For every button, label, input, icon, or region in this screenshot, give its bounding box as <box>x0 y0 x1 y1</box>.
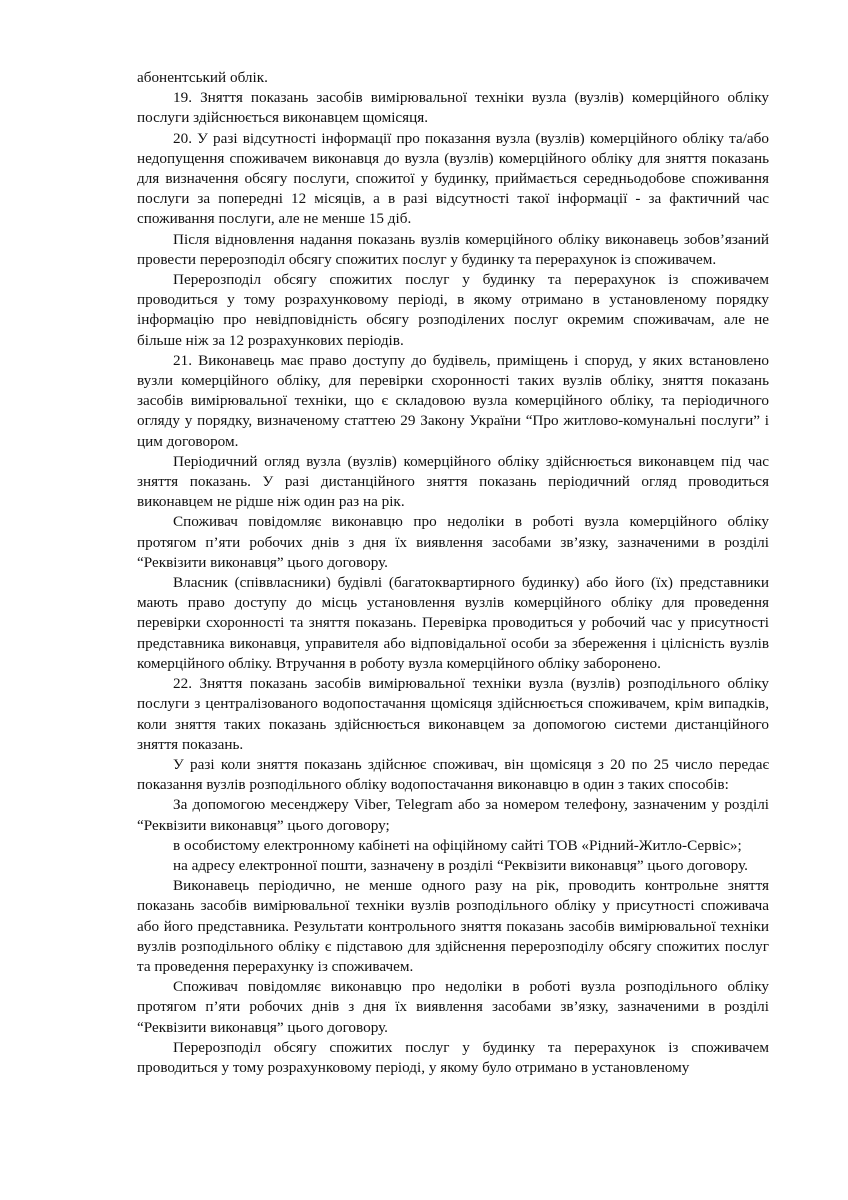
paragraph-item-22: 22. Зняття показань засобів вимірювальної техніки вузла (вузлів) розподільного обліку послуги з централізованого водопостачання щомісяця здійснюється споживачем, крім випадків, коли зняття таких показань здійснюється виконавцем за допомогою системи дистанційного зняття показань. <box>137 675 769 753</box>
paragraph-list-entry: в особистому електронному кабінеті на офіційному сайті ТОВ «Рідний-Житло-Сервіс»; <box>173 836 742 854</box>
paragraph: Споживач повідомляє виконавцю про недоліки в роботі вузла комерційного обліку протягом п’яти робочих днів з дня їх виявлення засобами зв’язку, зазначеними в розділі “Реквізити виконавця” цього договору. <box>137 513 769 571</box>
paragraph: Споживач повідомляє виконавцю про недоліки в роботі вузла розподільного обліку протягом п’яти робочих днів з дня їх виявлення засобами зв’язку, зазначеними в розділі “Реквізити виконавця” цього договору. <box>137 978 769 1036</box>
paragraph: Після відновлення надання показань вузлів комерційного обліку виконавець зобов’язаний провести перерозподіл обсягу спожитих послуг у будинку та перерахунок із споживачем. <box>137 230 769 268</box>
paragraph: У разі коли зняття показань здійснює споживач, він щомісяця з 20 по 25 число передає показання вузлів розподільного обліку водопостачання виконавцю в один з таких способів: <box>137 755 769 794</box>
paragraph-list-entry: За допомогою месенджеру Viber, Telegram або за номером телефону, зазначеним у розділі “Реквізити виконавця” цього договору; <box>137 796 769 834</box>
document-body <box>137 68 769 1078</box>
paragraph-continuation: абонентський облік. <box>137 69 268 86</box>
paragraph-item-21: 21. Виконавець має право доступу до будівель, приміщень і споруд, у яких встановлено вузли комерційного обліку, для перевірки схоронності таких вузлів обліку, зняття показань засобів вимірювальної техніки, що є складовою вузла комерційного обліку, та періодичного огляду у порядку, визначеному статтею 29 Закону України “Про житлово-комунальні послуги” і цим договором. <box>137 351 769 450</box>
paragraph-last: Перерозподіл обсягу спожитих послуг у будинку та перерахунок із споживачем проводиться у тому розрахунковому періоді, у якому було отримано в установленому <box>137 1038 769 1076</box>
paragraph-list-entry: на адресу електронної пошти, зазначену в розділі “Реквізити виконавця” цього договору. <box>173 856 748 874</box>
paragraph: Періодичний огляд вузла (вузлів) комерційного обліку здійснюється виконавцем під час зняття показань. У разі дистанційного зняття показань періодичний огляд проводиться виконавцем не рідше ніж один раз на рік. <box>137 452 769 511</box>
paragraph: Виконавець періодично, не менше одного разу на рік, проводить контрольне зняття показань засобів вимірювальної техніки вузлів розподільного обліку у присутності споживача або його представника. Результати контрольного зняття показань засобів вимірювальної техніки вузлів розподільного обліку є підставою для здійснення перерозподілу обсягу спожитих послуг та проведення перерахунку із споживачем. <box>137 877 769 975</box>
paragraph: Власник (співвласники) будівлі (багатоквартирного будинку) або його (їх) представники мають право доступу до місць установлення вузлів комерційного обліку для проведення перевірки схоронності та зняття показань. Перевірка проводиться у робочий час у присутності представника виконавця, управителя або відповідальної особи за збереження і цілісність вузлів комерційного обліку. Втручання в роботу вузла комерційного обліку заборонено. <box>137 574 769 672</box>
paragraph-item-19: 19. Зняття показань засобів вимірювальної техніки вузла (вузлів) комерційного обліку послуги здійснюється виконавцем щомісяця. <box>137 89 769 127</box>
paragraph-item-20: 20. У разі відсутності інформації про показання вузла (вузлів) комерційного обліку та/або недопущення споживачем виконавця до вузла (вузлів) комерційного обліку для зняття показань для визначення обсягу послуги, спожитої у будинку, приймається середньодобове споживання послуги за попередні 12 місяців, а в разі відсутності такої інформації - за фактичний час споживання послуги, але не менше 15 діб. <box>137 129 769 228</box>
paragraph: Перерозподіл обсягу спожитих послуг у будинку та перерахунок із споживачем проводиться у тому розрахунковому періоді, в якому отримано в установленому порядку інформацію про невідповідність обсягу розподілених послуг окремим споживачам, але не більше ніж за 12 розрахункових періодів. <box>137 271 769 349</box>
